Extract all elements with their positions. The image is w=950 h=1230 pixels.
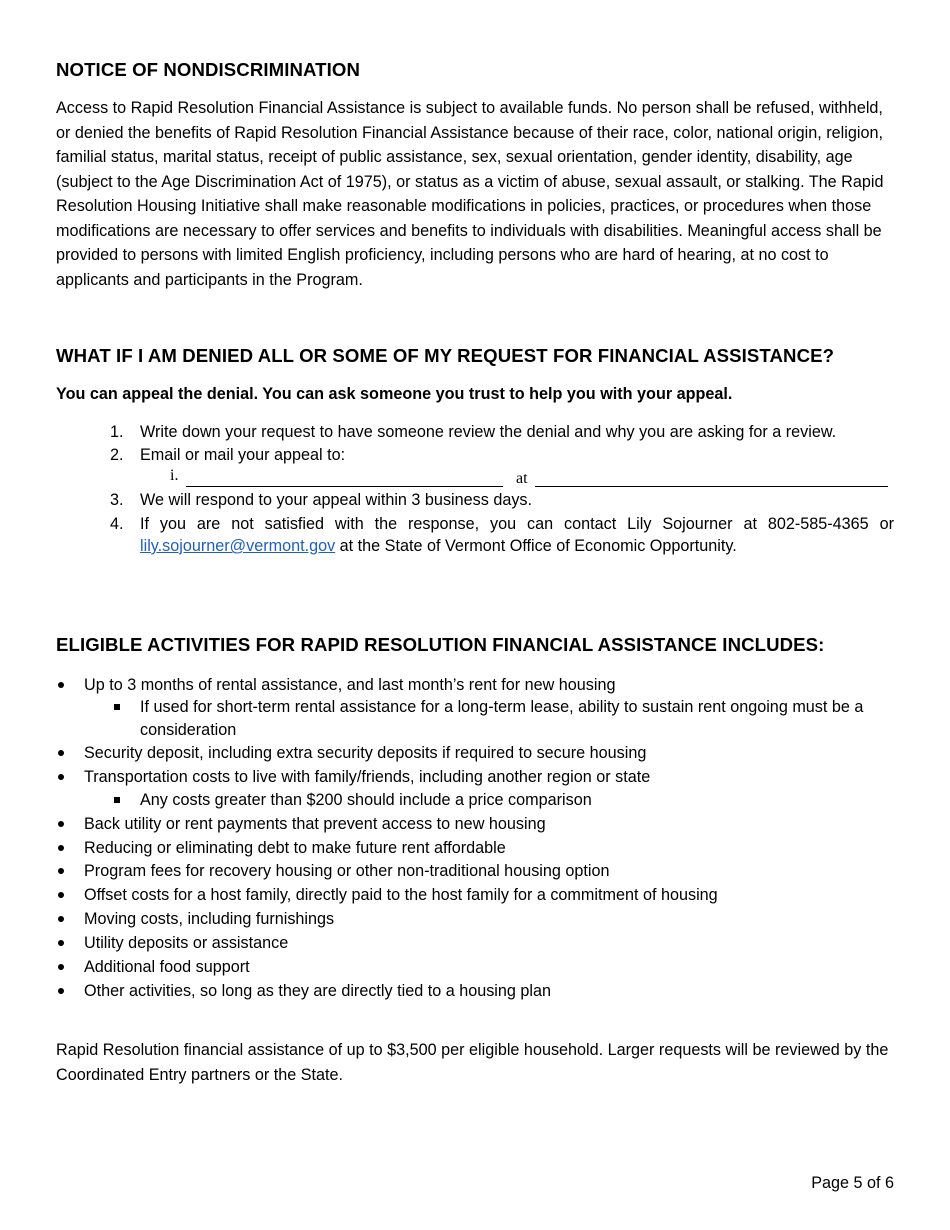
step-text xyxy=(140,513,894,557)
eligible-item-text: Reducing or eliminating debt to make future rent affordable xyxy=(84,839,506,857)
recipient-address-blank[interactable] xyxy=(535,486,888,487)
appeal-subheading: You can appeal the denial. You can ask someone you trust to help you with your appeal. xyxy=(56,385,733,403)
eligible-item-text: Transportation costs to live with family/friends, including another region or state xyxy=(84,768,651,786)
appeal-heading: WHAT IF I AM DENIED ALL OR SOME OF MY REQUEST FOR FINANCIAL ASSISTANCE? xyxy=(56,345,835,366)
step-number: 2. xyxy=(110,446,124,464)
step-text: We will respond to your appeal within 3 business days. xyxy=(140,491,533,509)
at-label: at xyxy=(516,470,528,487)
eligible-item-text: Offset costs for a host family, directly paid to the host family for a commitment of housing xyxy=(84,886,718,904)
eligible-item-text: Other activities, so long as they are directly tied to a housing plan xyxy=(84,982,551,1000)
step-number: 3. xyxy=(110,491,124,509)
eligible-item-text: Additional food support xyxy=(84,958,250,976)
step-text-before: If you are not satisfied with the response, you can contact Lily Sojourner at 802-585-4365 or xyxy=(140,515,894,533)
recipient-name-blank[interactable] xyxy=(186,486,503,487)
page-number: Page 5 of 6 xyxy=(811,1174,894,1192)
eligible-item-text: Security deposit, including extra security deposits if required to secure housing xyxy=(84,744,647,762)
appeal-recipient-line xyxy=(0,467,950,491)
step-text-after: at the State of Vermont Office of Economic Opportunity. xyxy=(335,537,737,555)
contact-email-link[interactable]: lily.sojourner@vermont.gov xyxy=(140,537,336,555)
eligible-item-text: Back utility or rent payments that prevent access to new housing xyxy=(84,815,546,833)
eligible-subitem-text: If used for short-term rental assistance for a long-term lease, ability to sustain rent ongoing must be a consideration xyxy=(140,698,864,739)
closing-paragraph: Rapid Resolution financial assistance of up to $3,500 per eligible household. Larger requests will be reviewed by the Coordinated Entry partners or the State. xyxy=(56,1041,889,1084)
step-text: Write down your request to have someone review the denial and why you are asking for a review. xyxy=(140,423,837,441)
eligible-item-text: Program fees for recovery housing or other non-traditional housing option xyxy=(84,862,610,880)
eligible-item-text: Up to 3 months of rental assistance, and last month’s rent for new housing xyxy=(84,676,616,694)
step-text: Email or mail your appeal to: xyxy=(140,446,346,464)
step-number: 1. xyxy=(110,423,124,441)
nondiscrimination-body: Access to Rapid Resolution Financial Assistance is subject to available funds. No person shall be refused, withheld, or denied the benefits of Rapid Resolution Financial Assistance because of their race, color, national origin, religion, familial status, marital status, receipt of public assistance, sex, sexual orientation, gender identity, disability, age (subject to the Age Discrimination Act of 1975), or status as a victim of abuse, sexual assault, or stalking. The Rapid Resolution Housing Initiative shall make reasonable modifications in policies, practices, or procedures when those modifications are necessary to offer services and benefits to individuals with disabilities. Meaningful access shall be provided to persons with limited English proficiency, including persons who are hard of hearing, at no cost to applicants and participants in the Program. xyxy=(56,99,884,289)
eligible-item-text: Utility deposits or assistance xyxy=(84,934,289,952)
eligible-item-text: Moving costs, including furnishings xyxy=(84,910,335,928)
eligible-heading: ELIGIBLE ACTIVITIES FOR RAPID RESOLUTION FINANCIAL ASSISTANCE INCLUDES: xyxy=(56,634,825,655)
eligible-subitem-text: Any costs greater than $200 should include a price comparison xyxy=(140,791,592,809)
sub-item-marker: i. xyxy=(170,467,179,484)
step-number: 4. xyxy=(110,515,124,533)
nondiscrimination-heading: NOTICE OF NONDISCRIMINATION xyxy=(56,59,360,80)
